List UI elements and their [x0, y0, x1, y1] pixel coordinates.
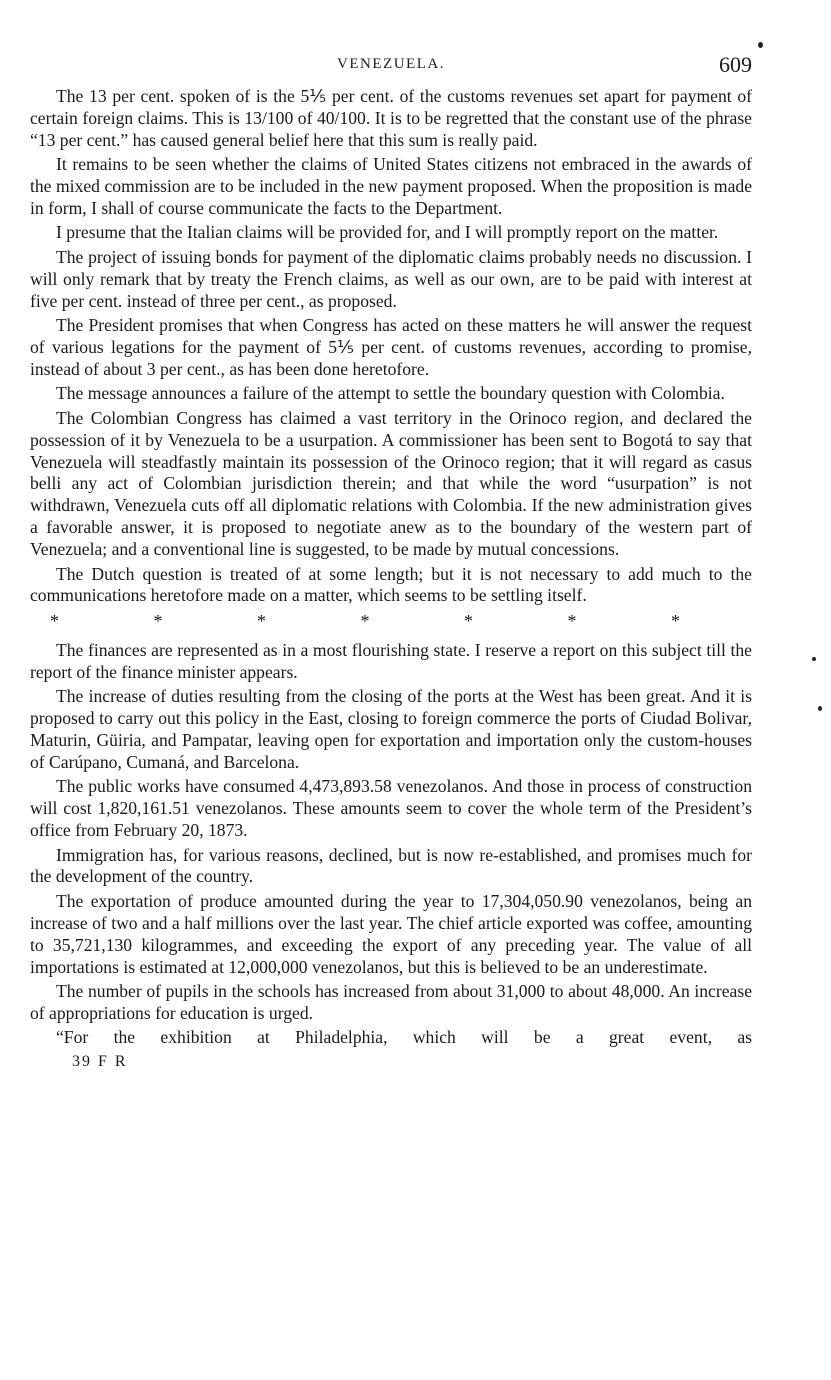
paragraph: The exportation of produce amounted during the year to 17,304,050.90 venezolanos, being an increase of two and a half millions over the last year. The chief article exported was coffee, amounting to 35,721,130 kilogrammes, and exceeding the export of any preceding year. The value of all importations is estimated at 12,000,000 venezolanos, but this is believed to be an underestimate. [30, 890, 752, 977]
paragraph: The finances are represented as in a most flourishing state. I reserve a report on this subject till the report of the finance minister appears. [30, 639, 752, 682]
book-page [30, 52, 752, 1071]
body-text [30, 86, 752, 1049]
ink-speck [812, 657, 816, 661]
page-number: 609 [719, 52, 752, 77]
paragraph: The Dutch question is treated of at some length; but it is not necessary to add much to the communications heretofore made on a matter, which seems to be settling itself. [30, 563, 752, 606]
paragraph: The message announces a failure of the attempt to settle the boundary question with Colombia. [56, 383, 725, 404]
paragraph: The public works have consumed 4,473,893.58 venezolanos. And those in process of construction will cost 1,820,161.51 venezolanos. These amounts seem to cover the whole term of the President’s office from February 20, 1873. [30, 776, 752, 841]
section-separator [30, 610, 752, 632]
paragraph: “For the exhibition at Philadelphia, which will be a great event, as [56, 1027, 752, 1048]
paragraph: The Colombian Congress has claimed a vast territory in the Orinoco region, and declared the possession of it by Venezuela to be a usurpation. A commissioner has been sent to Bogotá to say that Venezuela will steadfastly maintain its possession of the Orinoco region; that it will regard as casus belli any act of Colombian jurisdiction therein; and that while the word “usurpation” is not withdrawn, Venezuela cuts off all diplomatic relations with Colombia. If the new administration gives a favorable answer, it is proposed to negotiate anew as to the boundary of the western part of Venezuela; and a conventional line is suggested, to be made by mutual concessions. [30, 407, 752, 560]
running-title: VENEZUELA. [337, 56, 445, 72]
paragraph: The President promises that when Congress has acted on these matters he will answer the request of various legations for the payment of 5⅕ per cent. of customs revenues, according to promise, instead of about 3 per cent., as has been done heretofore. [30, 315, 752, 379]
paragraph: The 13 per cent. spoken of is the 5⅕ per cent. of the customs revenues set apart for payment of certain foreign claims. This is 13/100 of 40/100. It is to be regretted that the constant use of the phrase “13 per cent.” has caused general belief here that this sum is really paid. [30, 86, 752, 150]
paragraph: It remains to be seen whether the claims of United States citizens not embraced in the awards of the mixed commission are to be included in the new payment proposed. When the proposition is made in form, I shall of course communicate the facts to the Department. [30, 154, 752, 219]
paragraph: The number of pupils in the schools has increased from about 31,000 to about 48,000. An increase of appropriations for education is urged. [30, 980, 752, 1023]
paragraph: The project of issuing bonds for payment of the diplomatic claims probably needs no discussion. I will only remark that by treaty the French claims, as well as our own, are to be paid with interest at five per cent. instead of three per cent., as proposed. [30, 246, 752, 311]
separator-stars: * * * * * * * [50, 610, 680, 631]
ink-speck [758, 42, 763, 48]
paragraph: Immigration has, for various reasons, declined, but is now re-established, and promises much for the development of the country. [30, 844, 752, 887]
signature-mark: 39 F R [72, 1053, 128, 1071]
running-header [30, 52, 752, 86]
ink-speck [818, 706, 822, 711]
paragraph: The increase of duties resulting from the closing of the ports at the West has been great. And it is proposed to carry out this policy in the East, closing to foreign commerce the ports of Ciudad Bolivar, Maturin, Güiria, and Pampatar, leaving open for exportation and importation only the custom-houses of Carúpano, Cumaná, and Barcelona. [30, 686, 752, 772]
paragraph: I presume that the Italian claims will be provided for, and I will promptly report on the matter. [56, 222, 719, 243]
